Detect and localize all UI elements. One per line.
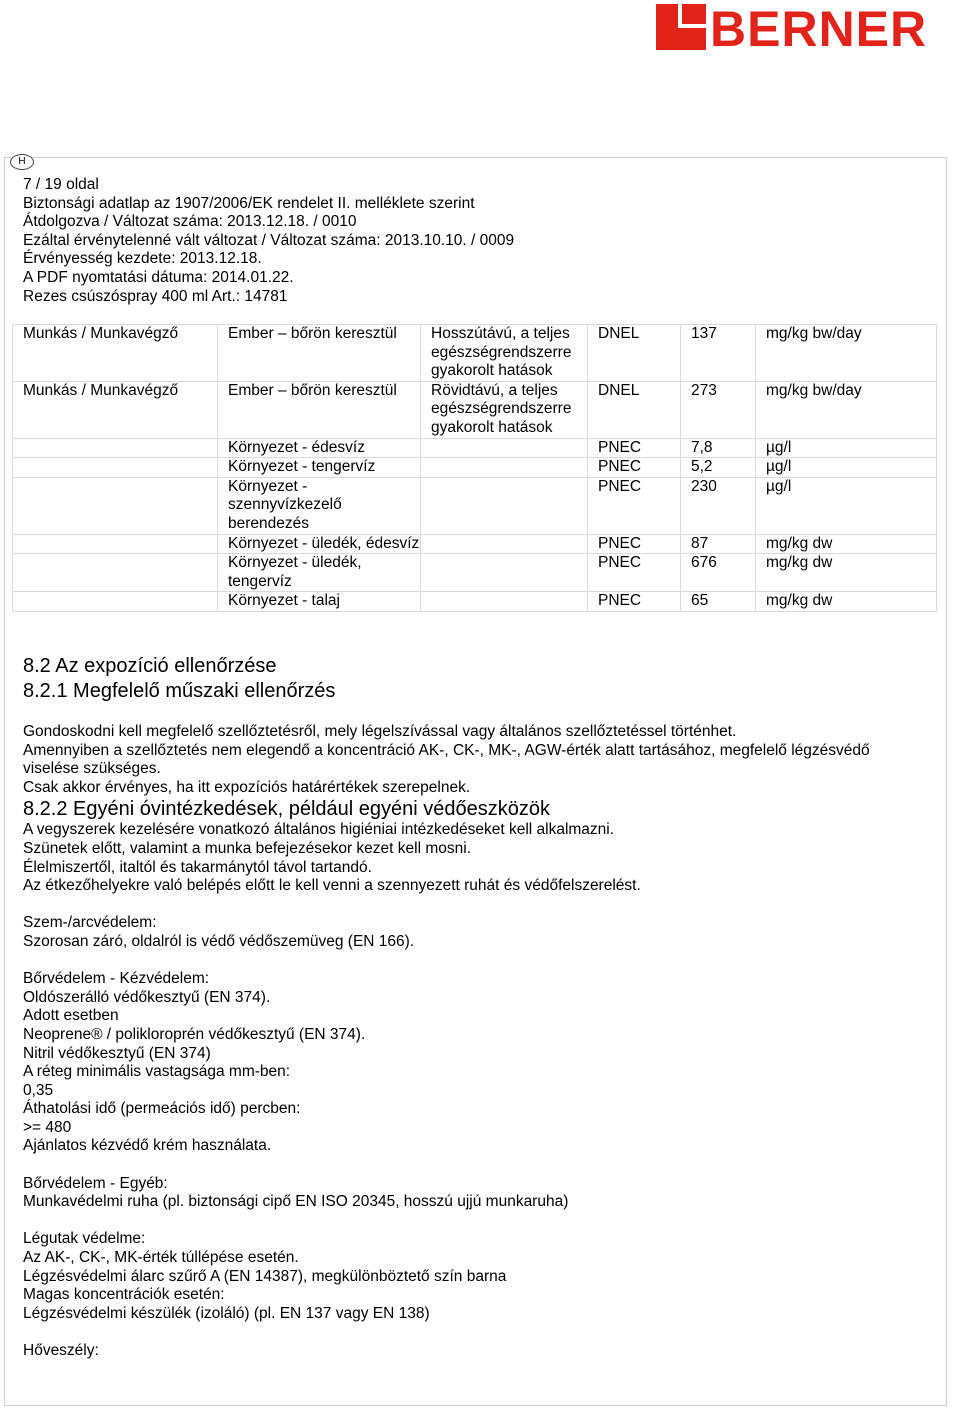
table-cell: PNEC <box>588 458 681 478</box>
table-cell: Ember – bőrön keresztül <box>218 381 421 438</box>
table-cell: mg/kg dw <box>756 534 937 554</box>
section-8-2-heading: 8.2 Az expozíció ellenőrzése <box>23 655 277 677</box>
eye-protection-label: Szem-/arcvédelem: <box>23 914 157 932</box>
table-row <box>13 534 937 554</box>
table-cell: µg/l <box>756 438 937 458</box>
print-date-line: A PDF nyomtatási dátuma: 2014.01.22. <box>23 268 294 286</box>
section-8-2-2-heading: 8.2.2 Egyéni óvintézkedések, például egyéni védőeszközök <box>23 798 551 821</box>
table-cell <box>421 458 588 478</box>
language-badge: H <box>10 154 34 170</box>
table-row <box>13 592 937 612</box>
table-cell <box>421 554 588 592</box>
table-cell: mg/kg dw <box>756 554 937 592</box>
table-cell <box>13 554 218 592</box>
paragraph: Csak akkor érvényes, ha itt expozíciós határértékek szerepelnek. <box>23 778 471 796</box>
table-cell: 137 <box>681 325 756 382</box>
paragraph: Neoprene® / polikloroprén védőkesztyű (EN 374). <box>23 1025 366 1043</box>
paragraph: Nitril védőkesztyű (EN 374) <box>23 1044 211 1062</box>
table-cell: Környezet - talaj <box>218 592 421 612</box>
paragraph: Az AK-, CK-, MK-érték túllépése esetén. <box>23 1249 299 1267</box>
table-cell: Környezet - üledék, tengervíz <box>218 554 421 592</box>
section-body <box>23 723 923 1361</box>
table-cell: µg/l <box>756 477 937 534</box>
paragraph: >= 480 <box>23 1118 72 1136</box>
paragraph: Gondoskodni kell megfelelő szellőztetésről, mely légelszívással vagy általános szellőztetéssel történhet. <box>23 723 737 740</box>
berner-logo <box>656 1 958 57</box>
paragraph: Munkavédelmi ruha (pl. biztonsági cipő EN ISO 20345, hosszú ujjú munkaruha) <box>23 1193 569 1211</box>
table-cell: DNEL <box>588 381 681 438</box>
table-row <box>13 381 937 438</box>
paragraph: Áthatolási idő (permeációs idő) percben: <box>23 1100 301 1118</box>
table-cell: PNEC <box>588 592 681 612</box>
table-cell: Rövidtávú, a teljes egészségrendszerre gyakorolt hatások <box>421 381 588 438</box>
superseded-line: Ezáltal érvénytelenné vált változat / Változat száma: 2013.10.10. / 0009 <box>23 231 515 249</box>
table-cell: 230 <box>681 477 756 534</box>
paragraph: Légzésvédelmi készülék (izoláló) (pl. EN 137 vagy EN 138) <box>23 1304 430 1322</box>
table-cell: PNEC <box>588 438 681 458</box>
paragraph: Oldószerálló védőkesztyű (EN 374). <box>23 988 271 1006</box>
revision-line: Átdolgozva / Változat száma: 2013.12.18. / 0010 <box>23 213 357 231</box>
table-cell: 65 <box>681 592 756 612</box>
table-cell: Környezet - üledék, édesvíz <box>218 534 421 554</box>
table-cell <box>13 477 218 534</box>
logo-text: BERNER <box>710 1 928 57</box>
table-cell <box>13 592 218 612</box>
table-cell: 87 <box>681 534 756 554</box>
table-row <box>13 325 937 382</box>
paragraph: Szorosan záró, oldalról is védő védőszemüveg (EN 166). <box>23 932 415 950</box>
table-cell <box>13 438 218 458</box>
table-cell <box>421 534 588 554</box>
paragraph: A réteg minimális vastagsága mm-ben: <box>23 1063 291 1081</box>
table-cell: 273 <box>681 381 756 438</box>
table-cell: mg/kg dw <box>756 592 937 612</box>
dnel-pnec-table <box>12 324 937 612</box>
paragraph: A vegyszerek kezelésére vonatkozó általános higiéniai intézkedéseket kell alkalmazni. <box>23 821 615 839</box>
table-row <box>13 554 937 592</box>
thermal-hazard-label: Hőveszély: <box>23 1342 99 1359</box>
document-header <box>23 176 514 306</box>
table-cell: Környezet - édesvíz <box>218 438 421 458</box>
table-cell: DNEL <box>588 325 681 382</box>
regulation-line: Biztonsági adatlap az 1907/2006/EK rendelet II. melléklete szerint <box>23 194 475 212</box>
table-cell: Ember – bőrön keresztül <box>218 325 421 382</box>
table-cell: Munkás / Munkavégző <box>13 381 218 438</box>
table-cell: PNEC <box>588 554 681 592</box>
table-cell <box>421 592 588 612</box>
table-cell: mg/kg bw/day <box>756 325 937 382</box>
respiratory-protection-label: Légutak védelme: <box>23 1230 146 1248</box>
table-row <box>13 458 937 478</box>
paragraph: Az étkezőhelyekre való belépés előtt le kell venni a szennyezett ruhát és védőfelszerelést. <box>23 877 641 895</box>
table-cell: µg/l <box>756 458 937 478</box>
table-cell <box>13 458 218 478</box>
table-cell: 7,8 <box>681 438 756 458</box>
table-cell <box>421 477 588 534</box>
section-8-2-1-heading: 8.2.1 Megfelelő műszaki ellenőrzés <box>23 680 336 702</box>
table-cell: PNEC <box>588 534 681 554</box>
paragraph: Légzésvédelmi álarc szűrő A (EN 14387), megkülönböztető szín barna <box>23 1267 507 1285</box>
skin-protection-label: Bőrvédelem - Egyéb: <box>23 1174 168 1192</box>
table-cell <box>13 534 218 554</box>
table-cell: Környezet - szennyvízkezelő berendezés <box>218 477 421 534</box>
paragraph: Magas koncentrációk esetén: <box>23 1286 225 1304</box>
paragraph: Élelmiszertől, italtól és takarmánytól távol tartandó. <box>23 858 372 876</box>
paragraph: 0,35 <box>23 1081 54 1099</box>
page-number: 7 / 19 oldal <box>23 176 99 193</box>
table-row <box>13 438 937 458</box>
valid-from-line: Érvényesség kezdete: 2013.12.18. <box>23 250 262 268</box>
paragraph: Szünetek előtt, valamint a munka befejezésekor kezet kell mosni. <box>23 839 472 857</box>
table-cell: PNEC <box>588 477 681 534</box>
hand-protection-label: Bőrvédelem - Kézvédelem: <box>23 970 210 988</box>
table-cell: mg/kg bw/day <box>756 381 937 438</box>
table-cell: 676 <box>681 554 756 592</box>
product-line: Rezes csúszóspray 400 ml Art.: 14781 <box>23 287 288 305</box>
paragraph: Amennyiben a szellőztetés nem elegendő a koncentráció AK-, CK-, MK-, AGW-érték alatt tartásához, megfelelő légzésvédő viselése szükséges. <box>23 741 870 778</box>
table-cell: Környezet - tengervíz <box>218 458 421 478</box>
table-cell: Hosszútávú, a teljes egészségrendszerre gyakorolt hatások <box>421 325 588 382</box>
table-row <box>13 477 937 534</box>
paragraph: Ajánlatos kézvédő krém használata. <box>23 1137 272 1155</box>
paragraph: Adott esetben <box>23 1007 119 1025</box>
table-cell: 5,2 <box>681 458 756 478</box>
table-cell <box>421 438 588 458</box>
berner-logo-icon <box>656 4 706 50</box>
table-cell: Munkás / Munkavégző <box>13 325 218 382</box>
